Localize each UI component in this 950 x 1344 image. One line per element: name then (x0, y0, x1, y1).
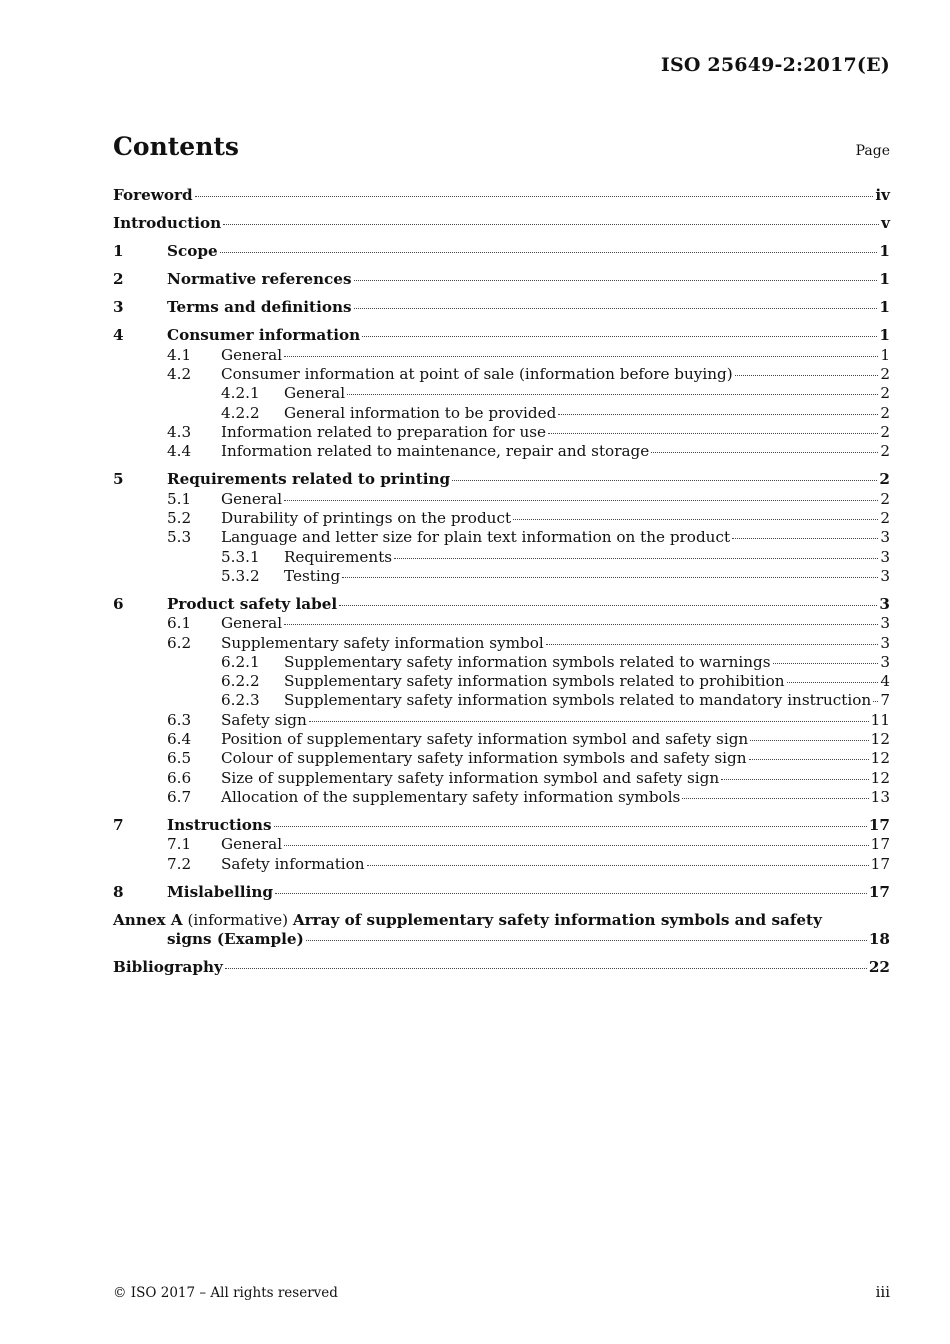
toc-entry-number: 4.3 (167, 422, 192, 441)
dot-leader (274, 825, 867, 827)
toc-entry-number: 5.3 (167, 528, 192, 547)
toc-entry-title: Mislabelling (167, 882, 273, 901)
toc-entry-number: 6.2.3 (221, 691, 260, 710)
dot-leader (773, 662, 879, 664)
toc-entry-title: Position of supplementary safety information symbol and safety sign (221, 730, 749, 748)
toc-entry-number: 4.4 (167, 442, 192, 461)
toc-entries (113, 186, 890, 902)
toc-entry-number: 1 (113, 242, 124, 261)
dot-leader (367, 864, 869, 866)
dot-leader (225, 967, 867, 969)
toc-entry-number: 7 (113, 815, 124, 834)
dot-leader (339, 604, 877, 606)
toc-entry-number: 5 (113, 470, 124, 489)
toc-entry-page: 3 (879, 594, 890, 613)
annex-label: Annex A (113, 910, 183, 929)
table-of-contents (113, 186, 890, 977)
toc-entry-title: General (221, 614, 283, 633)
toc-entry-page: 2 (879, 470, 890, 489)
dot-leader (873, 700, 878, 702)
toc-entry-page: 17 (870, 835, 890, 854)
dot-leader (558, 413, 878, 415)
toc-entry[interactable] (113, 653, 890, 672)
toc-entry-number: 5.3.1 (221, 547, 260, 566)
toc-entry-page: 2 (880, 508, 890, 527)
toc-entry-title: Consumer information (167, 326, 361, 345)
dot-leader (284, 355, 878, 357)
toc-entry[interactable] (113, 730, 890, 749)
footer-copyright: © ISO 2017 – All rights reserved (113, 1285, 338, 1301)
dot-leader (362, 335, 877, 337)
toc-entry-number: 4.1 (167, 345, 192, 364)
dot-leader (394, 557, 878, 559)
contents-title: Contents (113, 132, 240, 161)
toc-entry-title: Terms and definitions (167, 298, 352, 317)
toc-entry-title: General (284, 384, 346, 403)
toc-entry-title: Consumer information at point of sale (information before buying) (221, 365, 733, 384)
toc-entry-title: General (221, 345, 283, 364)
bibliography-title: Bibliography (113, 958, 223, 977)
toc-entry-annex-a[interactable] (113, 911, 890, 930)
toc-entry-page: 12 (870, 749, 890, 768)
toc-entry-title: Language and letter size for plain text information on the product (221, 528, 731, 547)
toc-entry[interactable] (113, 835, 890, 854)
toc-entry-page: 2 (880, 384, 890, 403)
toc-entry[interactable] (113, 528, 890, 547)
dot-leader (347, 393, 878, 395)
annex-informative: (informative) (187, 910, 288, 929)
dot-leader (750, 739, 868, 741)
toc-entry[interactable] (113, 672, 890, 691)
toc-entry-title: Requirements related to printing (167, 470, 451, 489)
toc-entry-number: 4 (113, 326, 124, 345)
toc-entry-number: 7.1 (167, 835, 192, 854)
toc-entry-title: Instructions (167, 815, 272, 834)
toc-entry-number: 6.2.1 (221, 652, 260, 671)
toc-entry-page: 7 (880, 691, 890, 710)
toc-entry-bibliography[interactable] (113, 958, 890, 977)
toc-entry[interactable] (113, 214, 890, 233)
toc-entry-number: 2 (113, 270, 124, 289)
toc-entry-number: 6.7 (167, 787, 192, 806)
toc-entry[interactable] (113, 788, 890, 807)
toc-entry-page: 1 (880, 345, 890, 364)
toc-entry-annex-a-continued[interactable] (113, 930, 890, 949)
toc-entry-title: Normative references (167, 270, 352, 289)
toc-entry-title: Product safety label (167, 594, 338, 613)
toc-entry-title: Allocation of the supplementary safety information symbols (221, 787, 681, 806)
toc-entry-number: 6.2 (167, 633, 192, 652)
toc-entry-number: 6.1 (167, 614, 192, 633)
toc-entry-title: Requirements (284, 547, 393, 566)
toc-entry-title: Information related to preparation for use (221, 422, 547, 441)
toc-entry-page: 17 (870, 854, 890, 873)
dot-leader (787, 681, 879, 683)
toc-entry-page: 2 (880, 365, 890, 384)
dot-leader (195, 195, 874, 197)
toc-entry-title: Supplementary safety information symbol (221, 633, 544, 652)
toc-entry-page: 13 (870, 787, 890, 806)
toc-entry-title: Introduction (113, 214, 222, 233)
toc-entry[interactable] (113, 384, 890, 403)
toc-entry-page: 4 (880, 672, 890, 691)
toc-entry-number: 6.5 (167, 749, 192, 768)
toc-entry-title: Durability of printings on the product (221, 508, 512, 527)
toc-entry-number: 7.2 (167, 854, 192, 873)
toc-entry-number: 6.4 (167, 730, 192, 748)
toc-entry-page: 17 (868, 815, 890, 834)
toc-entry-page: v (881, 214, 890, 233)
toc-entry[interactable] (113, 470, 890, 489)
toc-entry-page: 1 (879, 270, 890, 289)
toc-entry-number: 5.2 (167, 508, 192, 527)
toc-entry[interactable] (113, 634, 890, 653)
toc-entry-page: 2 (880, 403, 890, 422)
dot-leader (284, 499, 878, 501)
toc-entry[interactable] (113, 404, 890, 423)
dot-leader (354, 307, 878, 309)
toc-entry-title: Colour of supplementary safety information symbols and safety sign (221, 749, 747, 768)
toc-entry-page: 12 (870, 768, 890, 787)
dot-leader (735, 374, 879, 376)
dot-leader (749, 758, 869, 760)
toc-entry-number: 4.2 (167, 365, 192, 384)
toc-entry[interactable] (113, 548, 890, 567)
toc-entry-number: 6 (113, 594, 124, 613)
dot-leader (452, 479, 877, 481)
toc-entry-title: Safety information (221, 854, 365, 873)
toc-entry-number: 6.6 (167, 768, 192, 787)
toc-entry-page: 17 (868, 882, 890, 901)
toc-entry-title: General (221, 835, 283, 854)
toc-entry-page: 2 (880, 442, 890, 461)
dot-leader (309, 720, 869, 722)
annex-title-line2: signs (Example) (167, 930, 304, 949)
toc-entry[interactable] (113, 346, 890, 365)
dot-leader (284, 623, 878, 625)
dot-leader (354, 279, 878, 281)
toc-entry-title: Information related to maintenance, repair and storage (221, 442, 650, 461)
toc-entry-page: 3 (880, 566, 890, 585)
page-column-label: Page (855, 143, 890, 159)
toc-entry[interactable] (113, 270, 890, 289)
toc-entry[interactable] (113, 595, 890, 614)
toc-entry[interactable] (113, 883, 890, 902)
toc-entry-number: 5.1 (167, 489, 192, 508)
toc-entry-number: 5.3.2 (221, 566, 260, 585)
dot-leader (732, 537, 878, 539)
bibliography-page: 22 (868, 958, 890, 977)
toc-entry-number: 6.2.2 (221, 672, 260, 691)
toc-entry-title: Size of supplementary safety information symbol and safety sign (221, 768, 720, 787)
toc-entry[interactable] (113, 442, 890, 461)
toc-entry[interactable] (113, 749, 890, 768)
toc-entry-page: 11 (870, 710, 890, 729)
toc-entry[interactable] (113, 242, 890, 261)
toc-entry-page: 2 (880, 489, 890, 508)
toc-entry[interactable] (113, 423, 890, 442)
toc-entry[interactable] (113, 326, 890, 345)
dot-leader (284, 844, 869, 846)
toc-entry-page: 3 (880, 652, 890, 671)
dot-leader (651, 451, 878, 453)
dot-leader (275, 892, 867, 894)
toc-entry-title: Safety sign (221, 710, 307, 729)
toc-entry[interactable] (113, 298, 890, 317)
toc-entry-title: Testing (284, 566, 341, 585)
toc-entry-number: 3 (113, 298, 124, 317)
toc-entry-number: 4.2.2 (221, 403, 260, 422)
toc-entry[interactable] (113, 509, 890, 528)
toc-entry-page: 3 (880, 528, 890, 547)
toc-entry-page: 1 (879, 326, 890, 345)
toc-entry[interactable] (113, 769, 890, 788)
dot-leader (223, 223, 879, 225)
toc-entry[interactable] (113, 855, 890, 874)
dot-leader (342, 576, 878, 578)
toc-entry-page: 2 (880, 422, 890, 441)
toc-entry[interactable] (113, 691, 890, 710)
toc-entry-number: 6.3 (167, 710, 192, 729)
toc-entry-page: 1 (879, 298, 890, 317)
toc-entry-title: Supplementary safety information symbols related to mandatory instruction (284, 691, 872, 710)
toc-entry[interactable] (113, 186, 890, 205)
toc-entry-title: Supplementary safety information symbols related to warnings (284, 652, 771, 671)
dot-leader (546, 643, 879, 645)
toc-entry[interactable] (113, 490, 890, 509)
toc-entry-number: 4.2.1 (221, 384, 260, 403)
toc-entry-page: iv (875, 186, 890, 204)
dot-leader (220, 251, 878, 253)
annex-title-line1: Array of supplementary safety information symbols and safety (292, 910, 822, 929)
toc-entry-title: Foreword (113, 186, 193, 204)
toc-entry-page: 3 (880, 633, 890, 652)
toc-entry-title: General (221, 489, 283, 508)
toc-entry-page: 3 (880, 614, 890, 633)
dot-leader (721, 778, 869, 780)
toc-entry-title: Supplementary safety information symbols related to prohibition (284, 672, 785, 691)
toc-entry[interactable] (113, 567, 890, 586)
toc-entry-title: General information to be provided (284, 403, 557, 422)
toc-entry-page: 1 (879, 242, 890, 261)
toc-entry-page: 3 (880, 547, 890, 566)
toc-entry-title: Scope (167, 242, 218, 261)
toc-entry[interactable] (113, 614, 890, 633)
toc-entry-page: 12 (870, 730, 890, 748)
dot-leader (513, 518, 878, 520)
dot-leader (548, 432, 878, 434)
annex-page: 18 (868, 930, 890, 949)
document-id: ISO 25649-2:2017(E) (660, 54, 890, 76)
footer-page-number: iii (875, 1283, 890, 1301)
toc-entry-number: 8 (113, 882, 124, 901)
toc-entry[interactable] (113, 365, 890, 384)
dot-leader (306, 939, 867, 941)
toc-entry[interactable] (113, 711, 890, 730)
toc-entry[interactable] (113, 816, 890, 835)
dot-leader (682, 797, 868, 799)
